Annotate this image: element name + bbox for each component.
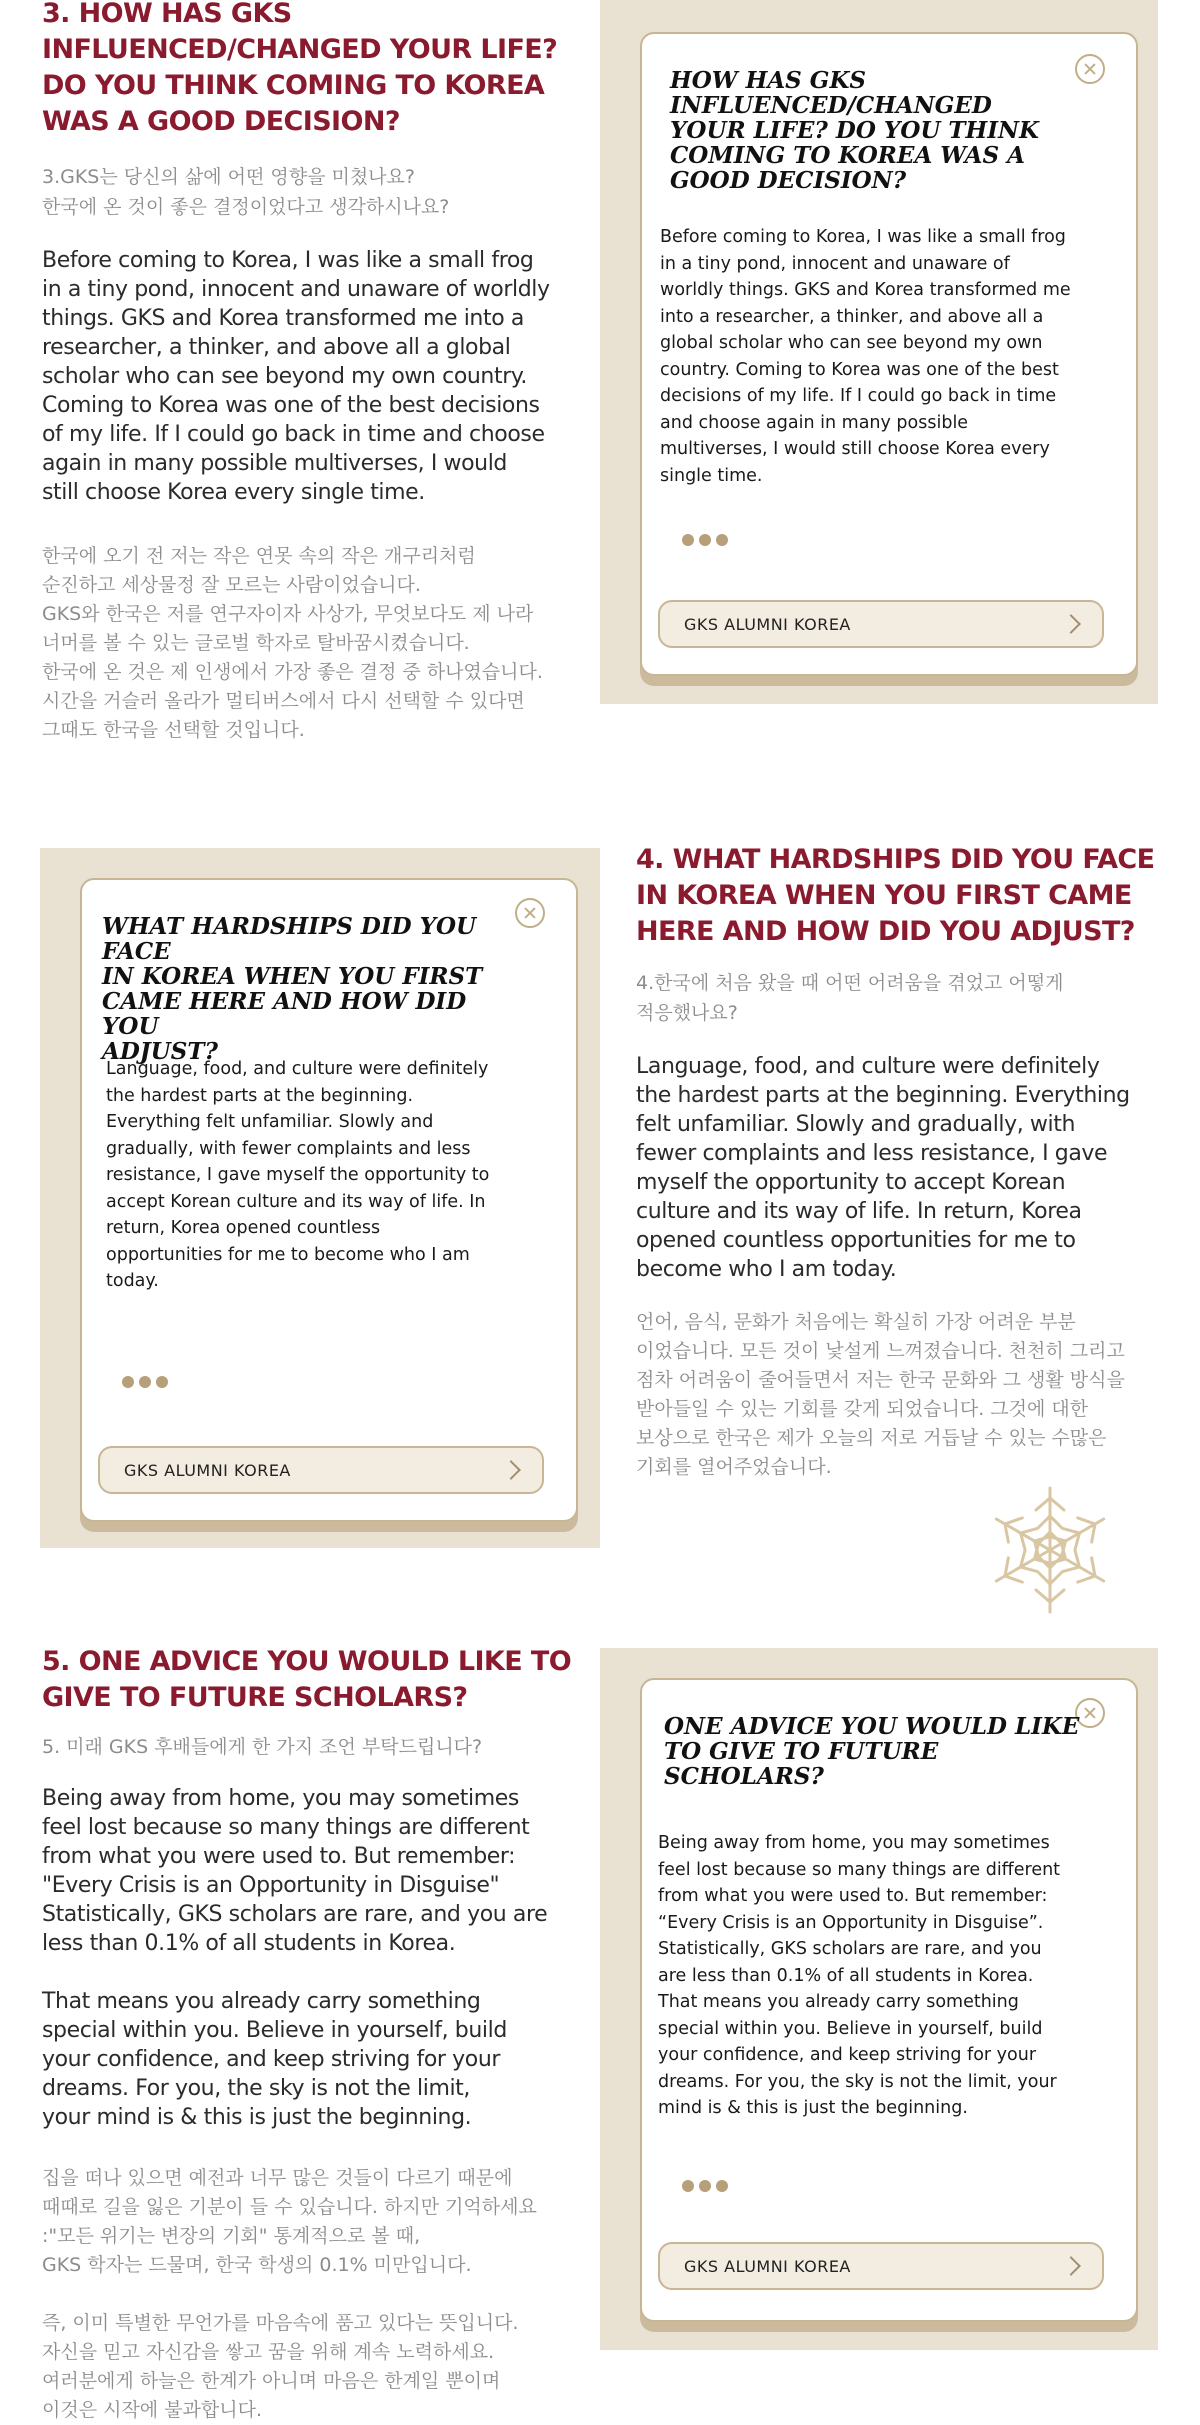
button-label: GKS ALUMNI KOREA	[124, 1460, 291, 1480]
more-dots-icon[interactable]	[682, 2180, 728, 2192]
section-5-korean-question: 5. 미래 GKS 후배들에게 한 가지 조언 부탁드립니다?	[42, 1736, 483, 1758]
close-icon[interactable]	[1075, 54, 1105, 84]
gks-alumni-korea-button[interactable]	[658, 600, 1104, 648]
section-4-korean-question: 4.한국에 처음 왔을 때 어떤 어려움을 겪었고 어떻게 적응했나요?	[636, 972, 1064, 1024]
chevron-right-icon	[501, 1460, 521, 1480]
section-5-card-panel	[600, 1648, 1158, 2350]
section-3-popup-card	[640, 32, 1138, 676]
gks-alumni-korea-button[interactable]	[98, 1446, 544, 1494]
section-5-korean-answer: 집을 떠나 있으면 예전과 너무 많은 것들이 다르기 때문에 때때로 길을 잃은 기분이 들 수 있습니다. 하지만 기억하세요 :"모든 위기는 변장의 기회" 통계적으로 볼 때, GKS 학자는 드물며, 한국 학생의 0.1% 미만입니다. 즉, 이미 특별한 무언가를 마음속에 품고 있다는 뜻입니다. 자신을 믿고 자신감을 쌓고 꿈을 위해 계속 노력하세요. 여러분에게 하늘은 한계가 아니며 마음은 한계일 뿐이며 이것은 시작에 불과합니다.	[42, 2167, 537, 2421]
gks-alumni-korea-button[interactable]	[658, 2242, 1104, 2290]
section-3-heading: 3. HOW HAS GKS INFLUENCED/CHANGED YOUR LIFE? DO YOU THINK COMING TO KOREA WAS A GOOD DECISION?	[42, 0, 558, 137]
more-dots-icon[interactable]	[122, 1376, 168, 1388]
section-4-card-panel	[40, 848, 600, 1548]
card-body: Language, food, and culture were definitely the hardest parts at the beginning. Everything felt unfamiliar. Slowly and gradually, with fewer complaints and less resistance, I gave myself the opportunity to accept Korean culture and its way of life. In return, Korea opened countless opportunities for me to become who I am today.	[106, 1059, 490, 1291]
section-5-popup-card	[640, 1678, 1138, 2322]
section-4-heading: 4. WHAT HARDSHIPS DID YOU FACE IN KOREA WHEN YOU FIRST CAME HERE AND HOW DID YOU ADJUST?	[636, 844, 1155, 947]
more-dots-icon[interactable]	[682, 534, 728, 546]
card-title: WHAT HARDSHIPS DID YOU FACE IN KOREA WHEN YOU FIRST CAME HERE AND HOW DID YOU ADJUST?	[102, 913, 483, 1065]
chevron-right-icon	[1061, 614, 1081, 634]
chevron-right-icon	[1061, 2256, 1081, 2276]
card-title: ONE ADVICE YOU WOULD LIKE TO GIVE TO FUTURE SCHOLARS?	[664, 1713, 1080, 1790]
card-body: Being away from home, you may sometimes feel lost because so many things are different from what you were used to. But remember: “Every Crisis is an Opportunity in Disguise”. Statistically, GKS scholars are rare, and you are less than 0.1% of all students in Korea. That means you already carry something special within you. Believe in yourself, build your confidence, and keep striving for your dreams. For you, the sky is not the limit, your mind is & this is just the beginning.	[658, 1833, 1061, 2118]
section-4-popup-card	[80, 878, 578, 1522]
card-title: HOW HAS GKS INFLUENCED/CHANGED YOUR LIFE? DO YOU THINK COMING TO KOREA WAS A GOOD DECISION?	[670, 67, 1040, 194]
section-4-korean-answer: 언어, 음식, 문화가 처음에는 확실히 가장 어려운 부분 이었습니다. 모든 것이 낯설게 느껴졌습니다. 천천히 그리고 점차 어려움이 줄어들면서 저는 한국 문화와 그 생활 방식을 받아들일 수 있는 기회를 갖게 되었습니다. 그것에 대한 보상으로 한국은 제가 오늘의 저로 거듭날 수 있는 수많은 기회를 열어주었습니다.	[636, 1311, 1125, 1478]
section-3-card-panel	[600, 0, 1158, 704]
button-label: GKS ALUMNI KOREA	[684, 614, 851, 634]
section-3-korean-question: 3.GKS는 당신의 삶에 어떤 영향을 미쳤나요? 한국에 온 것이 좋은 결정이었다고 생각하시나요?	[42, 166, 450, 218]
section-3-korean-answer: 한국에 오기 전 저는 작은 연못 속의 작은 개구리처럼 순진하고 세상물정 잘 모르는 사람이었습니다. GKS와 한국은 저를 연구자이자 사상가, 무엇보다도 제 나라 너머를 볼 수 있는 글로벌 학자로 탈바꿈시켰습니다. 한국에 온 것은 제 인생에서 가장 좋은 결정 중 하나였습니다. 시간을 거슬러 올라가 멀티버스에서 다시 선택할 수 있다면 그때도 한국을 선택할 것입니다.	[42, 545, 543, 741]
button-label: GKS ALUMNI KOREA	[684, 2256, 851, 2276]
section-5-heading: 5. ONE ADVICE YOU WOULD LIKE TO GIVE TO FUTURE SCHOLARS?	[42, 1646, 572, 1713]
snowflake-icon	[980, 1480, 1120, 1620]
section-4-english-answer: Language, food, and culture were definitely the hardest parts at the beginning. Everything felt unfamiliar. Slowly and gradually, with fewer complaints and less resistance, I gave myself the opportunity to accept Korean culture and its way of life. In return, Korea opened countless opportunities for me to become who I am today.	[636, 1054, 1130, 1282]
card-body: Before coming to Korea, I was like a small frog in a tiny pond, innocent and unaware of worldly things. GKS and Korea transformed me into a researcher, a thinker, and above all a global scholar who can see beyond my own country. Coming to Korea was one of the best decisions of my life. If I could go back in time and choose again in many possible multiverses, I would still choose Korea every single time.	[660, 227, 1071, 486]
section-5-english-answer: Being away from home, you may sometimes feel lost because so many things are different from what you were used to. But remember: "Every Crisis is an Opportunity in Disguise" Statistically, GKS scholars are rare, and you are less than 0.1% of all students in Korea. That means you already carry something special within you. Believe in yourself, build your confidence, and keep striving for your dreams. For you, the sky is not the limit, your mind is & this is just the beginning.	[42, 1786, 548, 2130]
section-3-english-answer: Before coming to Korea, I was like a small frog in a tiny pond, innocent and unaware of worldly things. GKS and Korea transformed me into a researcher, a thinker, and above all a global scholar who can see beyond my own country. Coming to Korea was one of the best decisions of my life. If I could go back in time and choose again in many possible multiverses, I would still choose Korea every single time.	[42, 248, 550, 505]
